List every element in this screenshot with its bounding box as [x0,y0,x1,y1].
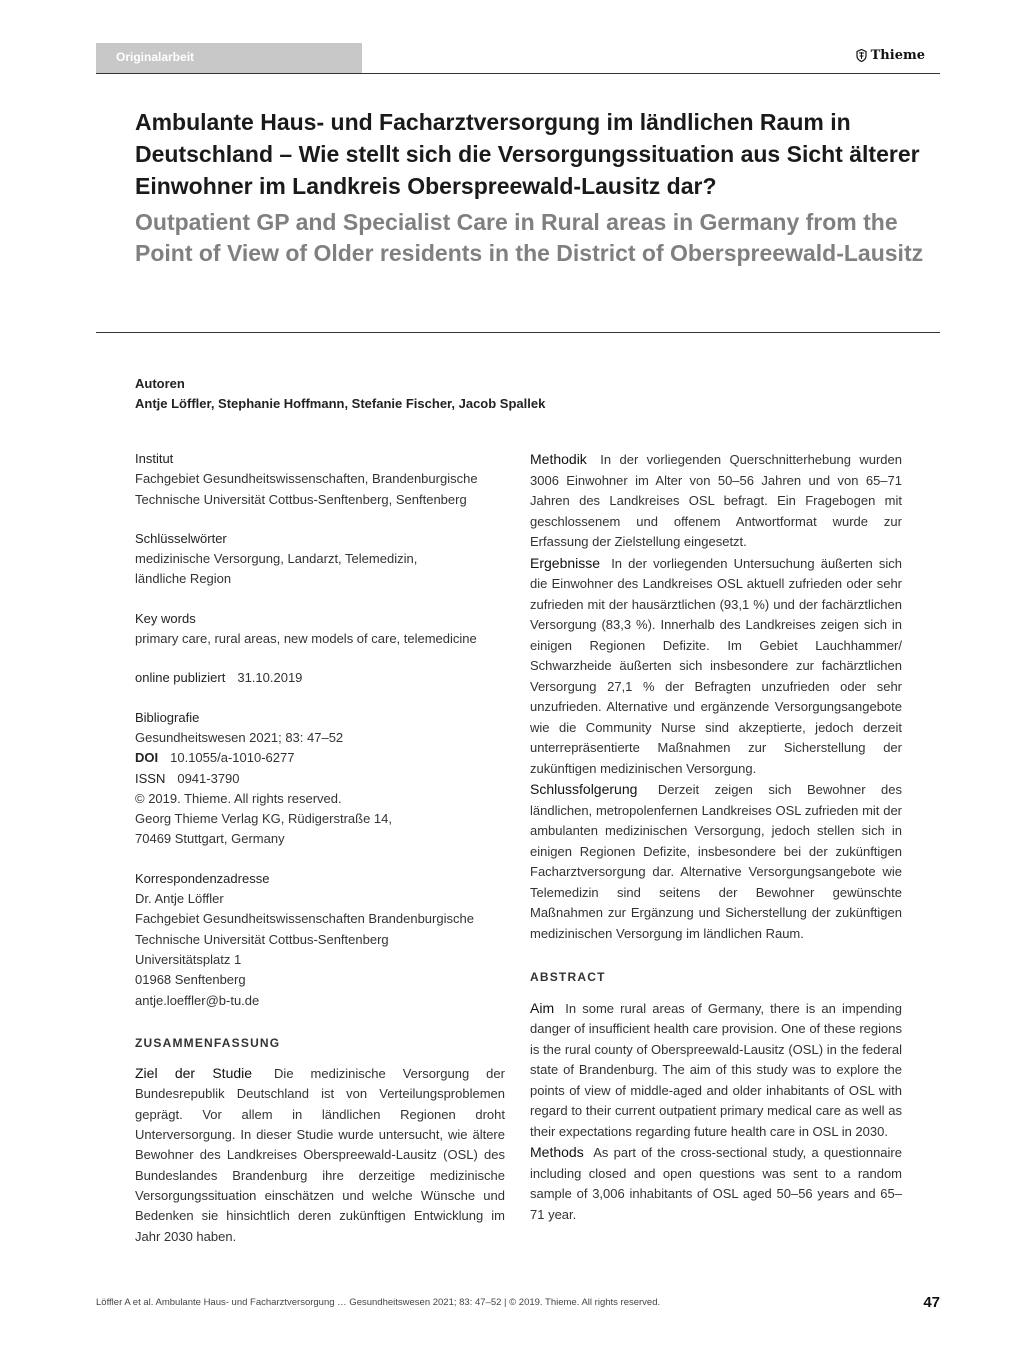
publisher-address-line2: 70469 Stuttgart, Germany [135,831,285,847]
footer-citation: Löffler A et al. Ambulante Haus- und Facharztversorgung … Gesundheitswesen 2021; 83: 47–52 | © 2019. Thieme. All rights reserved. [96,1297,661,1308]
aim-label: Aim [530,999,555,1016]
korrespondenz-line1: Fachgebiet Gesundheitswissenschaften Brandenburgische [135,911,474,927]
methodik-text: In der vorliegenden Querschnitterhebung wurden 3006 Einwohner im Alter von 50–56 Jahren und von 65–71 Jahren des Landkreises OSL befragt. Ein Fragebogen mit geschlossenem und offenem Antwortformat wurde zur Erfassung der Zielstellung eingesetzt. [530,452,902,549]
schluesselwoerter-label: Schlüsselwörter [135,530,227,546]
left-column [135,449,505,1247]
zusammenfassung-heading: ZUSAMMENFASSUNG [135,1035,281,1050]
korrespondenz-block [135,869,505,1011]
issn-label: ISSN [135,770,166,786]
abstract-heading: ABSTRACT [530,970,606,984]
methods-text: As part of the cross-sectional study, a questionnaire including closed and open questions was sent to a random sample of 3,006 inhabitants of OSL aged 50–56 years and 65–71 year. [530,1145,902,1222]
keywords-block [135,609,505,650]
schlussfolgerung-label: Schlussfolgerung [530,781,638,797]
copyright-line: © 2019. Thieme. All rights reserved. [135,790,342,806]
schlussfolgerung-text: Derzeit zeigen sich Bewohner des ländlichen, metropolenfernen Landkreises OSL zufrieden mit der ambulanten medizinischen Versorgung, jedoch stellen sich in einigen Regionen Defizite, insbesondere bei der zukünftigen Facharztversorgung dar. Alternative Versorgungsangebote wie Telemedizin sind seitens der Bewohner gewünschte Maßnahmen zur Ergänzung und Sicherstellung der zukünftigen medizinischen Versorgung im ländlichen Raum. [530,782,902,941]
doi-label: DOI [135,750,159,766]
bibliografie-label: Bibliografie [135,709,200,725]
keywords-text: primary care, rural areas, new models of care, telemedicine [135,631,477,647]
schluesselwoerter-block [135,529,505,590]
bibliografie-block [135,708,505,850]
keywords-label: Key words [135,610,196,626]
methodik-paragraph [530,449,902,553]
authors-list: Antje Löffler, Stephanie Hoffmann, Stefanie Fischer, Jacob Spallek [135,396,546,411]
publisher-name: Thieme [870,48,925,63]
article-type-tag: Originalarbeit [96,43,362,73]
korrespondenz-line2: Technische Universität Cottbus-Senftenberg [135,931,389,947]
institut-label: Institut [135,451,174,466]
korrespondenz-city: 01968 Senftenberg [135,972,246,988]
ziel-label: Ziel der Studie [135,1065,253,1082]
thieme-crest-icon [856,49,867,62]
publisher-address-line1: Georg Thieme Verlag KG, Rüdigerstraße 14, [135,811,392,827]
ergebnisse-label: Ergebnisse [530,554,601,571]
korrespondenz-name: Dr. Antje Löffler [135,891,224,907]
ziel-text: Die medizinische Versorgung der Bundesrepublik Deutschland ist von Verteilungsproblemen geprägt. Vor allem in ländlichen Regionen droht Unterversorgung. In dieser Studie wurde untersucht, wie ältere Bewohner des Landkreises Oberspreewald-Lausitz (OSL) des Bundeslandes Brandenburg ihre derzeitige medizinische Versorgungssituation einschätzen und welche Wünsche und Bedenken sie hinsichtlich deren zukünftigen Entwicklung im Jahr 2030 haben. [135,1066,505,1244]
authors-label: Autoren [135,376,185,391]
bibliografie-journal: Gesundheitswesen 2021; 83: 47–52 [135,729,344,745]
header-divider [96,73,940,74]
issn-value: 0941-3790 [177,770,240,786]
aim-paragraph [530,998,902,1143]
methods-label: Methods [530,1144,584,1160]
korrespondenz-street: Universitätsplatz 1 [135,951,242,967]
title-english: Outpatient GP and Specialist Care in Rural areas in Germany from the Point of View of Older residents in the District of Oberspreewald-Lausitz [135,209,924,266]
right-column [530,449,902,1225]
institut-block [135,449,505,510]
korrespondenz-label: Korrespondenzadresse [135,870,270,886]
methodik-label: Methodik [530,451,587,467]
aim-text: In some rural areas of Germany, there is an impending danger of insufficient health care provision. One of these regions is the rural county of Oberspreewald-Lausitz (OSL) in the federal state of Brandenburg. The aim of this study was to explore the points of view of middle-aged and older inhabitants of OSL with regard to their current outpatient primary medical care as well as their expectations regarding future health care in OSL in 2030. [530,1000,902,1139]
schlussfolgerung-paragraph [530,779,902,944]
title-divider [96,332,940,333]
ziel-paragraph [135,1063,505,1247]
korrespondenz-email[interactable]: antje.loeffler@b-tu.de [135,992,260,1008]
schluesselwoerter-line2: ländliche Region [135,571,232,587]
page-number: 47 [923,1294,940,1311]
online-label: online publiziert [135,670,226,686]
methods-paragraph [530,1142,902,1225]
ergebnisse-paragraph [530,553,902,780]
doi-value[interactable]: 10.1055/a-1010-6277 [170,750,295,766]
ergebnisse-text: In der vorliegenden Untersuchung äußerten sich die Einwohner des Landkreises OSL aktuell zufrieden oder sehr zufrieden mit der hausärztlichen (93,1 %) und der fachärztlichen Versorgung (83,3 %). Innerhalb des Landkreises zeigen sich in einigen Regionen Defizite. Im Gebiet Lauchhammer/ Schwarzheide äußerten sich insbesondere zur fachärztlichen Versorgung 27,1 % der Befragten unzufrieden oder sehr unzufrieden. Alternative und ergänzende Versorgungsangebote wie die Community Nurse sind akzeptierte, jedoch derzeit unterrepräsentierte Maßnahmen zur Sicherstellung der zukünftigen medizinischen Versorgung. [530,555,902,776]
schluesselwoerter-line1: medizinische Versorgung, Landarzt, Telemedizin, [135,551,418,567]
institut-text: Fachgebiet Gesundheitswissenschaften, Brandenburgische Technische Universität Cottbus-Senftenberg, Senftenberg [135,471,478,507]
publisher-logo [856,48,925,63]
online-date: 31.10.2019 [237,670,303,686]
title-german: Ambulante Haus- und Facharztversorgung im ländlichen Raum in Deutschland – Wie stellt sich die Versorgungssituation aus Sicht älterer Einwohner im Landkreis Oberspreewald-Lausitz dar? [135,109,920,199]
online-block [135,668,505,688]
